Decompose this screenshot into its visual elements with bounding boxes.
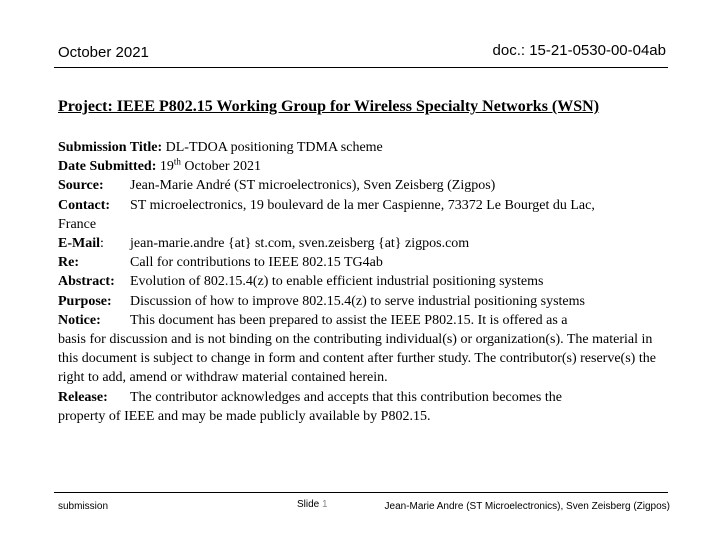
release-body: property of IEEE and may be made publicly available by P802.15. <box>58 408 431 424</box>
slide-indicator <box>297 499 328 510</box>
submission-title-label: Submission Title: <box>58 140 163 155</box>
header-date: October 2021 <box>58 44 149 61</box>
source-value: Jean-Marie André (ST microelectronics), Sven Zeisberg (Zigpos) <box>130 178 496 194</box>
submission-title-value: DL-TDOA positioning TDMA scheme <box>165 140 383 155</box>
header-divider <box>54 67 668 68</box>
re-value: Call for contributions to IEEE 802.15 TG4ab <box>130 255 383 271</box>
email-row <box>58 234 670 253</box>
release-row <box>58 388 670 407</box>
submission-details <box>58 138 670 426</box>
purpose-value: Discussion of how to improve 802.15.4(z) to serve industrial positioning systems <box>130 293 585 309</box>
notice-row <box>58 311 670 330</box>
release-label: Release: <box>58 389 108 405</box>
abstract-value: Evolution of 802.15.4(z) to enable efficient industrial positioning systems <box>130 274 544 290</box>
date-submitted-day: 19 <box>159 159 174 175</box>
footer-authors: Jean-Marie Andre (ST Microelectronics), Sven Zeisberg (Zigpos) <box>384 501 670 512</box>
notice-label: Notice: <box>58 312 101 328</box>
date-submitted-label: Date Submitted: <box>58 159 157 175</box>
source-label: Source: <box>58 178 104 194</box>
abstract-label: Abstract: <box>58 274 115 290</box>
purpose-row <box>58 292 670 311</box>
purpose-label: Purpose: <box>58 293 112 309</box>
date-submitted-rest: October 2021 <box>184 159 261 175</box>
contact-row <box>58 196 670 215</box>
email-label: E-Mail <box>58 236 100 252</box>
date-submitted-suffix: th <box>173 156 181 167</box>
slide-label: Slide <box>297 499 320 510</box>
re-label: Re: <box>58 255 79 271</box>
project-title: Project: IEEE P802.15 Working Group for Wireless Specialty Networks (WSN) <box>58 98 600 115</box>
header-doc-id: doc.: 15-21-0530-00-04ab <box>492 42 666 59</box>
notice-body: basis for discussion and is not binding on the contributing individual(s) or organization(s). The material in this document is subject to change in form and content after further study. The contributor(s) reserve(s) the right to add, amend or withdraw material contained herein. <box>58 332 656 386</box>
slide-number: 1 <box>322 499 328 510</box>
footer-divider <box>54 492 668 493</box>
footer-label: submission <box>58 501 109 512</box>
contact-value: ST microelectronics, 19 boulevard de la mer Caspienne, 73372 Le Bourget du Lac, <box>130 197 595 213</box>
release-line1: The contributor acknowledges and accepts that this contribution becomes the <box>130 389 562 405</box>
contact-label: Contact: <box>58 197 111 213</box>
email-value: jean-marie.andre {at} st.com, sven.zeisberg {at} zigpos.com <box>130 236 470 252</box>
date-submitted-row <box>58 157 670 176</box>
contact-continuation: France <box>58 216 97 232</box>
abstract-row <box>58 272 670 291</box>
submission-title-row <box>58 138 670 157</box>
re-row <box>58 253 670 272</box>
email-colon: : <box>100 236 104 252</box>
notice-line1: This document has been prepared to assist the IEEE P802.15. It is offered as a <box>130 312 568 328</box>
source-row <box>58 176 670 195</box>
